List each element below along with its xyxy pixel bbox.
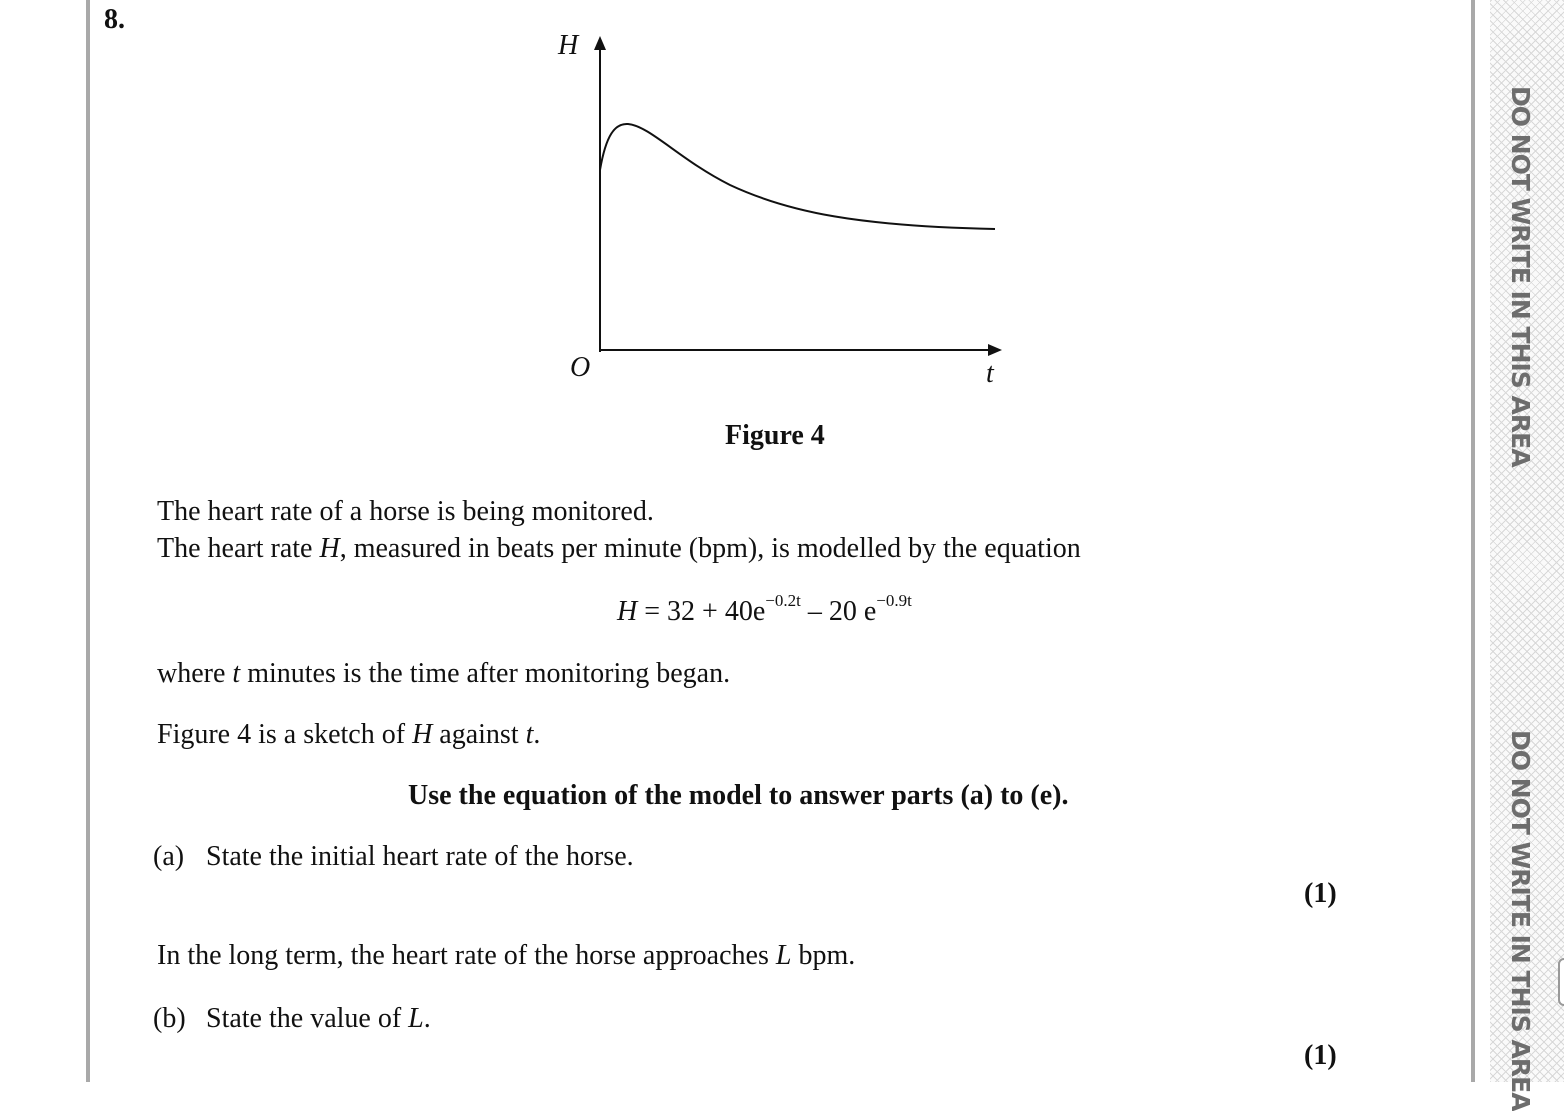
text: bpm.	[791, 940, 856, 971]
var: t	[232, 658, 241, 689]
part-b-label: (b)	[153, 1003, 186, 1034]
model-equation	[617, 591, 912, 628]
margin-warning: DO NOT WRITE IN THIS AREA	[1506, 730, 1535, 1111]
intro-line-2	[157, 533, 1081, 565]
part-b-text	[206, 1003, 431, 1035]
text: State the value of	[206, 1003, 409, 1034]
y-axis-label: H	[558, 30, 579, 61]
long-term-text	[157, 940, 855, 972]
instruction: Use the equation of the model to answer parts (a) to (e).	[408, 780, 1069, 811]
x-axis-label: t	[986, 358, 994, 389]
figure-caption: Figure 4	[725, 420, 825, 451]
text: where	[157, 658, 233, 689]
var: H	[412, 719, 433, 750]
text: .	[423, 1003, 431, 1034]
part-a-text: State the initial heart rate of the horse.	[206, 841, 634, 872]
part-b-marks: (1)	[1304, 1040, 1337, 1071]
figure-4-graph	[0, 0, 1100, 400]
right-margin-border	[1471, 0, 1475, 1082]
sketch-text	[157, 719, 540, 751]
intro-line-1: The heart rate of a horse is being monitored.	[157, 496, 654, 527]
part-a-label: (a)	[153, 841, 185, 872]
text: , measured in beats per minute (bpm), is modelled by the equation	[339, 533, 1081, 564]
where-text	[157, 658, 730, 690]
x-axis-arrow-icon	[988, 344, 1002, 356]
y-axis-arrow-icon	[594, 36, 606, 50]
text: .	[533, 719, 541, 750]
scrollbar-handle[interactable]	[1558, 958, 1564, 1006]
text: The heart rate	[157, 533, 320, 564]
eq-part: = 32 + 40e	[637, 596, 766, 627]
var: t	[525, 719, 534, 750]
part-a-marks: (1)	[1304, 878, 1337, 909]
margin-warning: DO NOT WRITE IN THIS AREA	[1506, 86, 1535, 467]
text: minutes is the time after monitoring began.	[240, 658, 731, 689]
var: L	[408, 1003, 424, 1034]
eq-exponent: −0.2t	[765, 591, 801, 610]
var: L	[775, 940, 792, 971]
text: In the long term, the heart rate of the horse approaches	[157, 940, 776, 971]
var: H	[319, 533, 340, 564]
text: Figure 4 is a sketch of	[157, 719, 413, 750]
question-number: 8.	[104, 4, 125, 35]
text: against	[432, 719, 526, 750]
heart-rate-curve	[600, 124, 995, 229]
eq-part: – 20 e	[800, 596, 877, 627]
origin-label: O	[570, 352, 591, 383]
eq-lhs: H	[617, 596, 638, 627]
eq-exponent: −0.9t	[876, 591, 912, 610]
